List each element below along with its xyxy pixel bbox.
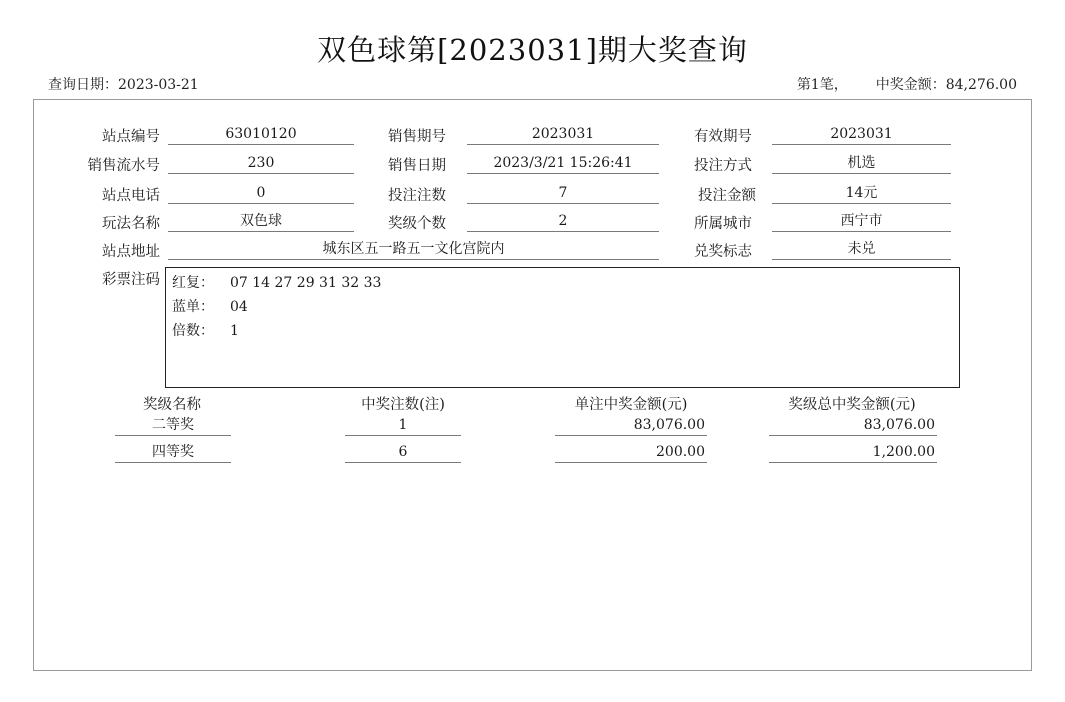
multiple-label: 倍数：: [172, 323, 214, 339]
sale-date-value: 2023/3/21 15:26:41: [467, 153, 659, 174]
prize-amount-label: 中奖金额：: [875, 77, 946, 93]
sale-period-value: 2023031: [467, 124, 659, 145]
sale-period-label: 销售期号: [388, 129, 446, 145]
multiple-value: 1: [230, 323, 239, 339]
valid-period-label: 有效期号: [694, 129, 752, 145]
query-date: [48, 74, 199, 94]
redeem-flag-label: 兑奖标志: [694, 244, 752, 260]
multiple-line: [172, 320, 239, 340]
table-row-0-unit-amount: 83,076.00: [555, 415, 707, 436]
station-address-value: 城东区五一路五一文化宫院内: [168, 239, 659, 260]
valid-period-value: 2023031: [772, 124, 951, 145]
prize-levels-label: 奖级个数: [388, 216, 446, 232]
city-value: 西宁市: [772, 211, 951, 232]
bet-method-label: 投注方式: [694, 158, 752, 174]
table-row-1-total-amount: 1,200.00: [769, 442, 937, 463]
station-no-value: 63010120: [168, 124, 354, 145]
sale-date-label: 销售日期: [388, 158, 446, 174]
table-row-0-count: 1: [345, 415, 461, 436]
game-name-value: 双色球: [168, 211, 354, 232]
prize-header-count: 中奖注数(注): [361, 397, 445, 413]
bet-count-value: 7: [467, 183, 659, 204]
blue-ball-line: [172, 296, 248, 316]
red-balls-line: [172, 272, 381, 292]
table-row-1-count: 6: [345, 442, 461, 463]
station-phone-value: 0: [168, 183, 354, 204]
query-date-value: 2023-03-21: [118, 77, 199, 93]
red-balls-value: 07 14 27 29 31 32 33: [230, 275, 382, 291]
prize-levels-value: 2: [467, 211, 659, 232]
serial-no-label: 销售流水号: [87, 158, 160, 174]
bet-amount-label: 投注金额: [698, 188, 756, 204]
blue-ball-label: 蓝单：: [172, 299, 214, 315]
prize-summary: [797, 74, 1017, 94]
prize-header-total-amount: 奖级总中奖金额(元): [788, 397, 916, 413]
table-row-0-level: 二等奖: [115, 415, 231, 436]
serial-no-value: 230: [168, 153, 354, 174]
table-row-0-total-amount: 83,076.00: [769, 415, 937, 436]
city-label: 所属城市: [694, 216, 752, 232]
station-no-label: 站点编号: [102, 129, 160, 145]
bet-count-label: 投注注数: [388, 188, 446, 204]
table-row-1-unit-amount: 200.00: [555, 442, 707, 463]
prize-header-level: 奖级名称: [143, 397, 201, 413]
record-index: 第1笔，: [796, 77, 848, 93]
prize-amount-value: 84,276.00: [945, 77, 1017, 93]
station-address-label: 站点地址: [102, 244, 160, 260]
game-name-label: 玩法名称: [102, 216, 160, 232]
blue-ball-value: 04: [230, 299, 248, 315]
ticket-code-box: [165, 267, 960, 388]
bet-amount-value: 14元: [772, 183, 951, 204]
query-date-label: 查询日期：: [48, 77, 118, 93]
bet-method-value: 机选: [772, 153, 951, 174]
page-title: 双色球第[2023031]期大奖查询: [317, 33, 748, 67]
station-phone-label: 站点电话: [102, 188, 160, 204]
redeem-flag-value: 未兑: [772, 239, 951, 260]
table-row-1-level: 四等奖: [115, 442, 231, 463]
red-balls-label: 红复：: [172, 275, 214, 291]
prize-header-unit-amount: 单注中奖金额(元): [574, 397, 688, 413]
ticket-code-label: 彩票注码: [102, 272, 160, 288]
